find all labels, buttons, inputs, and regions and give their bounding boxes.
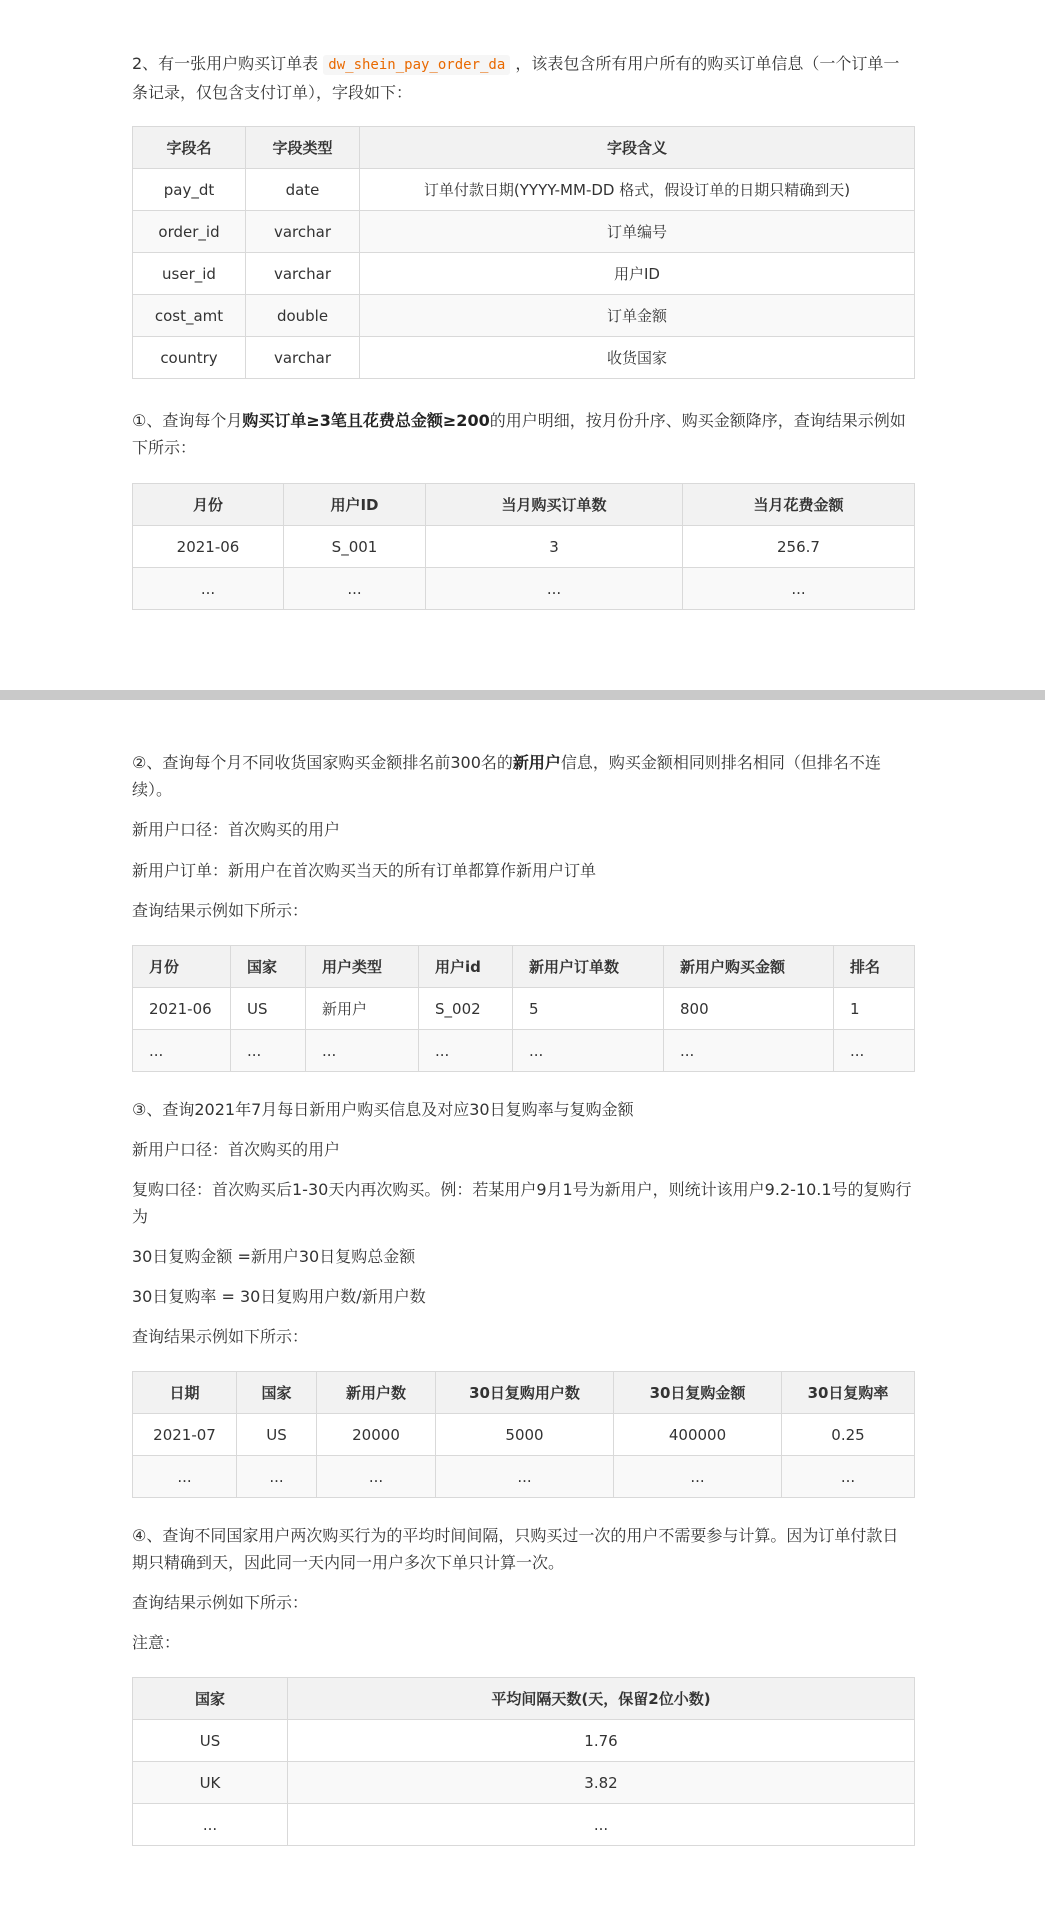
q2-2-text-suffix: 信息，购买金额相同则排名相同（但排名不连续）。: [132, 753, 881, 799]
q2-2-table: [132, 945, 915, 1072]
table-cell: cost_amt: [133, 295, 246, 337]
table-cell: ...: [664, 1030, 834, 1072]
table-cell: 2021-06: [133, 988, 231, 1030]
table-cell: 新用户: [306, 988, 419, 1030]
table-cell: S_001: [284, 526, 426, 568]
header-cell: 当月花费金额: [683, 484, 915, 526]
table-cell: ...: [133, 1030, 231, 1072]
table-cell: S_002: [419, 988, 513, 1030]
table-cell: 800: [664, 988, 834, 1030]
table-cell: ...: [834, 1030, 915, 1072]
q2-2-text-prefix: ②、查询每个月不同收货国家购买金额排名前300名的: [132, 753, 513, 772]
table-cell: 5000: [436, 1414, 614, 1456]
q2-1-table: [132, 483, 915, 610]
section-q2-bottom: [132, 700, 914, 1920]
table-header-row: [133, 484, 915, 526]
header-cell: 平均间隔天数(天，保留2位小数): [288, 1678, 915, 1720]
header-cell: 用户id: [419, 946, 513, 988]
table-cell: date: [246, 169, 360, 211]
table-cell: 5: [513, 988, 664, 1030]
table-cell: country: [133, 337, 246, 379]
q2-1-text-suffix: 的用户明细，按月份升序、购买金额降序，查询结果示例如下所示：: [132, 411, 906, 457]
table-header-row: [133, 1372, 915, 1414]
table-header-row: [133, 127, 915, 169]
table-row: [133, 988, 915, 1030]
table-row: [133, 1456, 915, 1498]
table-cell: UK: [133, 1762, 288, 1804]
header-cell: 字段含义: [360, 127, 915, 169]
table-cell: 收货国家: [360, 337, 915, 379]
header-cell: 当月购买订单数: [426, 484, 683, 526]
section-divider: [0, 690, 1045, 700]
table-cell: varchar: [246, 337, 360, 379]
q2-2-def-new-order: 新用户订单：新用户在首次购买当天的所有订单都算作新用户订单: [132, 861, 597, 880]
header-cell: 30日复购用户数: [436, 1372, 614, 1414]
table-cell: US: [237, 1414, 317, 1456]
header-cell: 用户类型: [306, 946, 419, 988]
table-cell: 400000: [614, 1414, 782, 1456]
table-cell: ...: [317, 1456, 436, 1498]
table-row: [133, 1414, 915, 1456]
table-cell: order_id: [133, 211, 246, 253]
q2-intro-prefix: 2、有一张用户购买订单表: [132, 54, 319, 73]
table-cell: 1.76: [288, 1720, 915, 1762]
table-cell: ...: [288, 1804, 915, 1846]
q2-1-text-bold: 购买订单≥3笔且花费总金额≥200: [242, 411, 490, 430]
table-cell: ...: [426, 568, 683, 610]
q2-intro-suffix: ，该表包含所有用户所有的购买订单信息（一个订单一条记录，仅包含支付订单），字段如下：: [132, 54, 900, 102]
header-cell: 30日复购率: [782, 1372, 915, 1414]
table-row: [133, 1720, 915, 1762]
table-cell: 3: [426, 526, 683, 568]
table-row: [133, 568, 915, 610]
q2-3-text: ③、查询2021年7月每日新用户购买信息及对应30日复购率与复购金额: [132, 1100, 634, 1119]
table-cell: varchar: [246, 253, 360, 295]
header-cell: 字段名: [133, 127, 246, 169]
fields-table: [132, 126, 915, 379]
table-cell: double: [246, 295, 360, 337]
q2-3-example-label: 查询结果示例如下所示：: [132, 1327, 309, 1346]
table-cell: ...: [306, 1030, 419, 1072]
header-cell: 月份: [133, 946, 231, 988]
table-row: [133, 295, 915, 337]
table-row: [133, 1030, 915, 1072]
table-cell: ...: [782, 1456, 915, 1498]
table-cell: 订单编号: [360, 211, 915, 253]
table-cell: 用户ID: [360, 253, 915, 295]
section-q2-top: [132, 0, 914, 690]
table-cell: 256.7: [683, 526, 915, 568]
q2-4-text: ④、查询不同国家用户两次购买行为的平均时间间隔，只购买过一次的用户不需要参与计算。因为订单付款日期只精确到天，因此同一天内同一用户多次下单只计算一次。: [132, 1526, 899, 1572]
q2-2-example-label: 查询结果示例如下所示：: [132, 901, 309, 920]
table-name-code: dw_shein_pay_order_da: [323, 55, 510, 75]
table-cell: 2021-06: [133, 526, 284, 568]
table-cell: 0.25: [782, 1414, 915, 1456]
header-cell: 国家: [231, 946, 306, 988]
header-cell: 月份: [133, 484, 284, 526]
table-cell: ...: [284, 568, 426, 610]
table-row: [133, 1804, 915, 1846]
header-cell: 国家: [237, 1372, 317, 1414]
q2-1-text: [132, 407, 914, 461]
table-cell: pay_dt: [133, 169, 246, 211]
table-row: [133, 526, 915, 568]
table-row: [133, 1762, 915, 1804]
q2-intro: [132, 50, 914, 106]
header-cell: 新用户购买金额: [664, 946, 834, 988]
table-cell: ...: [231, 1030, 306, 1072]
table-cell: 订单金额: [360, 295, 915, 337]
header-cell: 新用户数: [317, 1372, 436, 1414]
q2-2-text-bold: 新用户: [512, 753, 561, 772]
header-cell: 字段类型: [246, 127, 360, 169]
q2-3-def-rate: 30日复购率 = 30日复购用户数/新用户数: [132, 1287, 426, 1306]
table-cell: ...: [237, 1456, 317, 1498]
table-row: [133, 253, 915, 295]
table-cell: ...: [614, 1456, 782, 1498]
q2-4-table: [132, 1677, 915, 1846]
header-cell: 日期: [133, 1372, 237, 1414]
q2-3-table: [132, 1371, 915, 1498]
table-cell: ...: [683, 568, 915, 610]
table-cell: ...: [513, 1030, 664, 1072]
table-cell: 2021-07: [133, 1414, 237, 1456]
table-cell: 20000: [317, 1414, 436, 1456]
table-cell: ...: [436, 1456, 614, 1498]
table-cell: 订单付款日期(YYYY-MM-DD 格式，假设订单的日期只精确到天): [360, 169, 915, 211]
q2-3-def-amount: 30日复购金额 =新用户30日复购总金额: [132, 1247, 416, 1266]
q2-1-text-prefix: ①、查询每个月: [132, 411, 243, 430]
header-cell: 新用户订单数: [513, 946, 664, 988]
q2-2-def-new-user: 新用户口径：首次购买的用户: [132, 820, 341, 839]
table-cell: ...: [133, 1456, 237, 1498]
header-cell: 国家: [133, 1678, 288, 1720]
q2-3-def-new-user: 新用户口径：首次购买的用户: [132, 1140, 341, 1159]
table-cell: varchar: [246, 211, 360, 253]
table-row: [133, 211, 915, 253]
header-cell: 排名: [834, 946, 915, 988]
header-cell: 用户ID: [284, 484, 426, 526]
header-cell: 30日复购金额: [614, 1372, 782, 1414]
table-cell: 1: [834, 988, 915, 1030]
table-cell: ...: [133, 568, 284, 610]
q2-3-def-repurchase: 复购口径：首次购买后1-30天内再次购买。例：若某用户9月1号为新用户，则统计该用户9.2-10.1号的复购行为: [132, 1180, 912, 1226]
q2-4-note-label: 注意：: [132, 1633, 181, 1652]
table-cell: US: [231, 988, 306, 1030]
table-cell: user_id: [133, 253, 246, 295]
q2-2-text: [132, 749, 914, 803]
table-header-row: [133, 946, 915, 988]
q2-4-example-label: 查询结果示例如下所示：: [132, 1593, 309, 1612]
table-row: [133, 169, 915, 211]
table-cell: US: [133, 1720, 288, 1762]
table-cell: 3.82: [288, 1762, 915, 1804]
table-header-row: [133, 1678, 915, 1720]
table-row: [133, 337, 915, 379]
table-cell: ...: [133, 1804, 288, 1846]
table-cell: ...: [419, 1030, 513, 1072]
